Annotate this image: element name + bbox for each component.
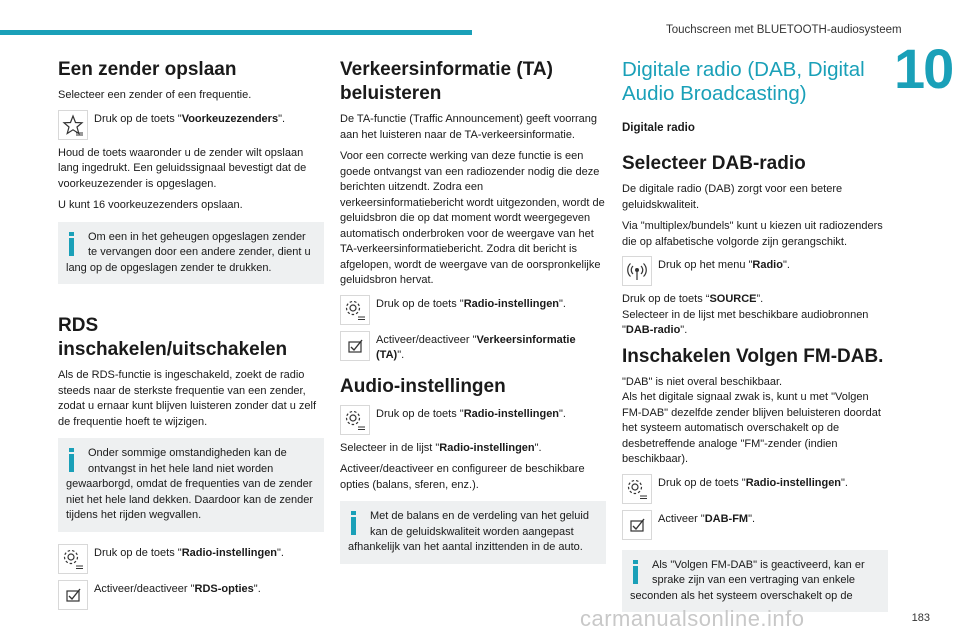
step-text: Activeer/deactiveer " [94,582,195,595]
watermark: carmanualsonline.info [580,606,805,631]
settings-gear-icon [622,474,652,504]
checkbox-toggle-icon [622,510,652,540]
header-accent-bar [0,30,472,35]
step-radio-settings [58,544,324,576]
step-text: Druk op de toets " [376,407,464,420]
step-text-end: ". [559,407,566,420]
step-keyword: Verkeersinformatie (TA) [376,333,576,361]
paragraph: Selecteer een zender of een frequentie. [58,89,252,101]
settings-gear-icon [340,405,370,435]
info-box [58,222,324,285]
paragraph: Activeer/deactiveer en configureer de beschikbare opties (balans, sferen, enz.). [340,463,585,491]
step-text-end: ". [277,546,284,559]
step-text: Activeer/deactiveer " [376,333,477,346]
step-text: Druk op de toets " [658,476,746,489]
paragraph: De digitale radio (DAB) zorgt voor een betere geluidskwaliteit. [622,183,843,211]
info-icon [630,558,644,584]
info-text: Als "Volgen FM-DAB" is geactiveerd, kan er sprake zijn van een vertraging van enkele seconden als het systeem overschakelt op de [630,558,865,602]
step-keyword: RDS-opties [194,582,254,595]
radio-antenna-icon [622,256,652,286]
paragraph: De TA-functie (Traffic Announcement) geeft voorrang aan het luisteren naar de TA-verkeersinformatie. [340,113,598,141]
info-text: Om een in het geheugen opgeslagen zender te vervangen door een andere zender, dient u lang op de opgeslagen zender te drukken. [66,230,311,274]
step-radio-settings [340,295,606,327]
info-icon [66,230,80,256]
info-icon [348,509,362,535]
step-radio-menu [622,256,888,288]
info-icon [66,446,80,472]
page-header-title: Touchscreen met BLUETOOTH-audiosysteem [666,24,902,36]
section-title-save-station: Een zender opslaan [58,59,237,80]
step-keyword: DAB-FM [704,512,749,525]
step-rds-options [58,580,324,612]
info-box [58,438,324,532]
info-box [622,550,888,613]
step-text: Druk op de toets " [94,546,182,559]
step-keyword: Radio-instellingen [745,476,842,489]
column-3 [622,58,888,624]
paragraph-text: Selecteer in de lijst " [340,441,440,454]
paragraph-text-end: ". [680,324,688,336]
step-text: Druk op de toets " [376,297,464,310]
step-keyword: Voorkeuzezenders [181,112,279,125]
checkbox-toggle-icon [340,331,370,361]
step-keyword: Radio-instellingen [181,546,278,559]
step-text-end: ". [559,297,566,310]
subsection-label: Digitale radio [622,122,695,134]
column-2 [340,58,606,576]
paragraph-keyword: DAB-radio [625,324,681,336]
page-number: 183 [911,612,930,624]
paragraph [622,308,888,339]
column-1 [58,58,324,616]
paragraph: Als het digitale signaal zwak is, kunt u met "Volgen FM-DAB" dezelfde zender blijven beluisteren doordat het systeem automatisch overschakelt op de desbetreffende analoge "FM"-zender (indien beschikbaar). [622,391,881,465]
step-radio-settings [622,474,888,506]
step-text-end: ". [841,476,848,489]
step-text-end: ". [748,512,756,525]
settings-gear-icon [340,295,370,325]
section-title-rds: RDS inschakelen/uitschakelen [58,315,288,360]
checkbox-toggle-icon [58,580,88,610]
step-dab-fm-toggle [622,510,888,542]
star-menu-icon [58,110,88,140]
paragraph-keyword: Radio-instellingen [439,441,535,454]
info-box [340,501,606,564]
step-traffic-toggle [340,331,606,363]
chapter-number: 10 [894,37,953,100]
paragraph: Voor een correcte werking van deze functie is een goede ontvangst van een radiozender nodig die deze berichten uitzendt. Zodra een verkeersinformatiebericht wordt uitgezonden, wordt de geluidsbron die op dat moment wordt weergegeven automatisch onderbroken voor de weergave van het TA-verkeersinformatiebericht. Zodra dit bericht is afgelopen, wordt de weergave van de oorspronkelijke geluidsbron hervat. [340,150,605,286]
paragraph: Houd de toets waaronder u de zender wilt opslaan lang ingedrukt. Een geluidssignaal bevestigt dat de voorkeuzezender is opgeslagen. [58,146,307,190]
section-title-traffic-info: Verkeersinformatie (TA) beluisteren [340,59,553,104]
info-text: Met de balans en de verdeling van het geluid kan de geluidskwaliteit worden aangepast afhankelijk van het aantal inzittenden in de auto. [348,510,589,553]
paragraph: Via "multiplex/bundels" kunt u kiezen uit radiozenders die op alfabetische volgorde zijn gerangschikt. [622,220,883,248]
step-text-end: ". [253,582,261,595]
section-title-fm-dab: Inschakelen Volgen FM-DAB. [622,345,884,367]
step-text-end: ". [397,348,405,361]
paragraph-text-end: ”. [756,293,764,305]
paragraph-keyword: SOURCE [709,293,757,305]
step-text-end: ". [782,259,790,271]
paragraph [340,441,606,457]
step-text: Activeer " [658,512,705,525]
paragraph [622,292,888,308]
paragraph: U kunt 16 voorkeuzezenders opslaan. [58,199,243,211]
section-title-select-dab: Selecteer DAB-radio [622,153,806,174]
step-keyword: Radio [752,259,783,271]
step-text-end: ". [278,112,286,125]
step-keyword: Radio-instellingen [463,297,560,310]
step-keyword: Radio-instellingen [463,407,560,420]
section-title-audio-settings: Audio-instellingen [340,375,506,397]
settings-gear-icon [58,544,88,574]
step-presets [58,110,324,142]
paragraph-text: Selecteer in de lijst met beschikbare audiobronnen " [622,308,869,336]
paragraph: "DAB" is niet overal beschikbaar. [622,375,783,388]
paragraph-text: Druk op de toets “ [622,293,710,305]
info-text: Onder sommige omstandigheden kan de ontvangst in het hele land niet worden gewaarborgd, omdat de frequenties van de zender niet het hele land dekken. Daardoor kan de zender tijdens het rijden wegvallen. [66,447,314,521]
step-radio-settings [340,405,606,437]
step-text: Druk op de toets " [94,112,182,125]
paragraph: Als de RDS-functie is ingeschakeld, zoekt de radio steeds naar de sterkste frequentie van een zender, zodat u ernaar kunt blijven luisteren zonder dat u zelf de frequentie hoeft te wijzigen. [58,369,317,428]
paragraph-text-end: ". [534,441,542,454]
step-text: Druk op het menu " [658,259,753,271]
chapter-section-title: Digitale radio (DAB, Digital Audio Broadcasting) [622,58,865,105]
